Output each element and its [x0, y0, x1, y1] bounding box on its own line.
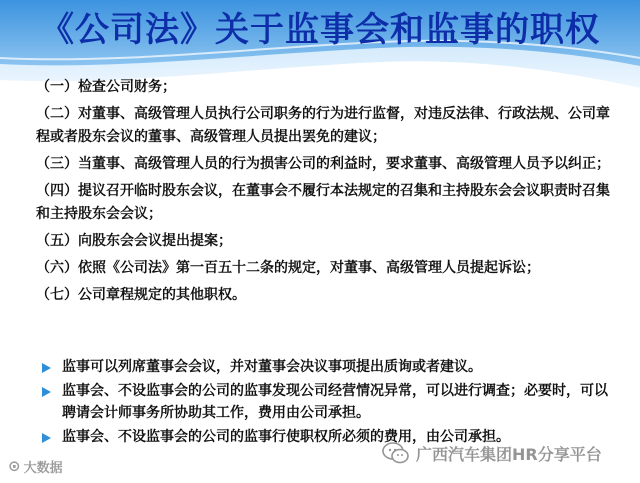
- note-text: 监事会、不设监事会的公司的监事行使职权所必须的费用，由公司承担。: [62, 429, 510, 445]
- watermark-left: [8, 456, 63, 476]
- note-item: [42, 380, 614, 424]
- triangle-bullet-icon: [42, 387, 51, 397]
- wechat-icon: [382, 442, 410, 464]
- weibo-icon: ⊙: [8, 457, 21, 475]
- triangle-bullet-icon: [42, 363, 51, 373]
- watermark-right: [382, 440, 602, 466]
- watermark-left-text: 大数据: [23, 460, 63, 476]
- note-item: [42, 356, 614, 378]
- watermark-right-text: 广西汽车集团HR分享平台: [416, 444, 602, 464]
- list-item: （二）对董事、高级管理人员执行公司职务的行为进行监督，对违反法律、行政法规、公司章程或者股东会议的董事、高级管理人员提出罢免的建议；: [36, 106, 610, 145]
- powers-list: [36, 76, 614, 311]
- note-text: 监事会、不设监事会的公司的监事发现公司经营情况异常，可以进行调查；必要时，可以聘请会计师事务所协助其工作，费用由公司承担。: [62, 383, 608, 421]
- list-item: （三）当董事、高级管理人员的行为损害公司的利益时，要求董事、高级管理人员予以纠正；: [36, 156, 610, 172]
- triangle-bullet-icon: [42, 433, 51, 443]
- list-item: （六）依照《公司法》第一百五十二条的规定，对董事、高级管理人员提起诉讼；: [36, 260, 540, 276]
- list-item: （四）提议召开临时股东会议，在董事会不履行本法规定的召集和主持股东会会议职责时召集和主持股东会会议；: [36, 183, 610, 222]
- note-text: 监事可以列席董事会会议，并对董事会决议事项提出质询或者建议。: [62, 359, 482, 375]
- list-item: （一）检查公司财务；: [36, 79, 176, 95]
- list-item: （五）向股东会会议提出提案；: [36, 233, 232, 249]
- notes-list: [42, 356, 614, 450]
- slide-title: 《公司法》关于监事会和监事的职权: [40, 10, 600, 50]
- list-item: （七）公司章程规定的其他职权。: [36, 287, 246, 303]
